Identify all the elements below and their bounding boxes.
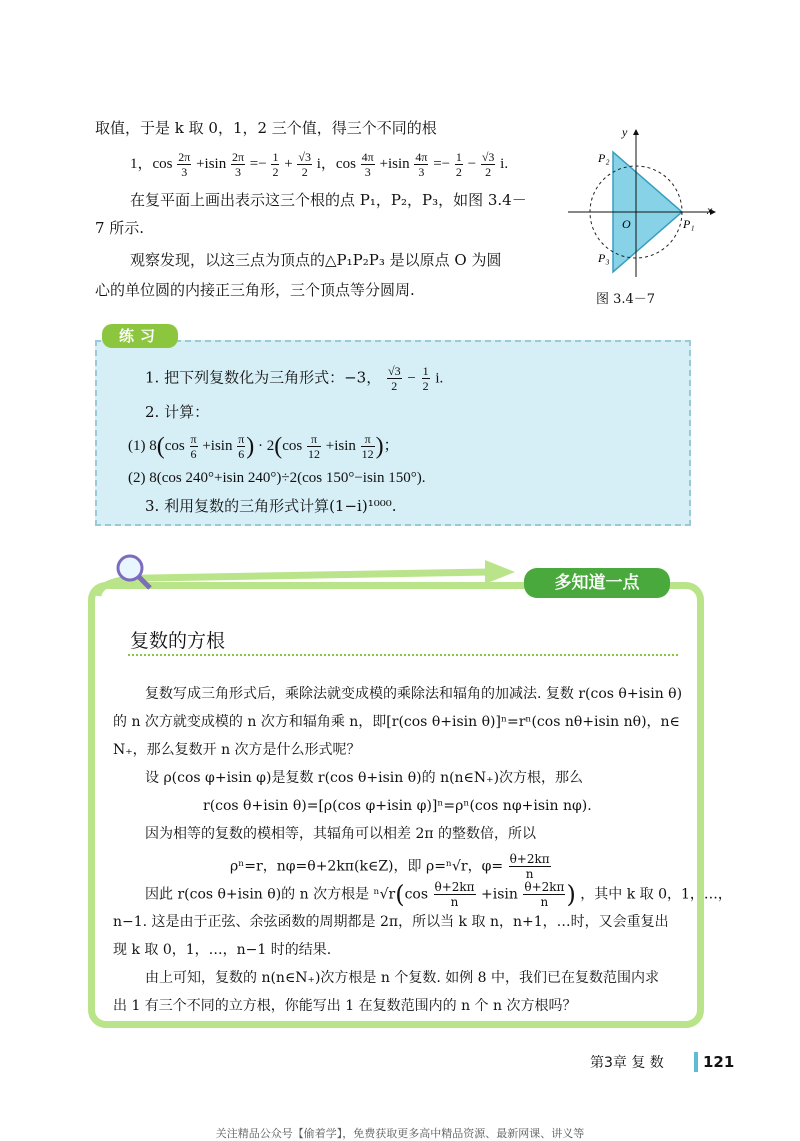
know-line: 现 k 取 0，1，…，n−1 时的结果. <box>113 942 332 958</box>
know-line: r(cos θ+isin θ)=[ρ(cos φ+isin φ)]ⁿ=ρⁿ(cos nφ+isin nφ). <box>203 798 592 814</box>
know-line: 复数写成三角形式后，乘除法就变成模的乘除法和辐角的加减法. 复数 r(cos θ+isin θ) <box>145 686 683 702</box>
practice-q2: 2. 计算： <box>145 403 210 421</box>
text-line: 取值，于是 k 取 0，1，2 三个值，得三个不同的根 <box>95 119 437 137</box>
p2-label: P₂ <box>598 151 610 165</box>
text-line: 观察发现，以这三点为顶点的△P₁P₂P₃ 是以原点 O 为圆 <box>130 251 502 269</box>
know-line: n−1. 这是由于正弦、余弦函数的周期都是 2π，所以当 k 取 n，n+1，…时，又会重复出 <box>113 914 669 930</box>
text-line: 心的单位圆的内接正三角形，三个顶点等分圆周. <box>95 281 415 299</box>
magnifier-arrow-decoration <box>90 548 530 598</box>
know-line: 出 1 有三个不同的立方根，你能写出 1 在复数范围内的 n 个 n 次方根吗？ <box>113 998 577 1014</box>
practice-q1: 1. 把下列复数化为三角形式：−3， $\frac{√3}{2}$ − $\frac{1}{2}$ i. <box>145 364 444 393</box>
chapter-label: 第3章 复 数 <box>590 1055 664 1071</box>
know-line: 设 ρ(cos φ+isin φ)是复数 r(cos θ+isin θ)的 n(n∈N₊)次方根，那么 <box>145 770 584 786</box>
know-more-banner: 多知道一点 <box>524 568 670 598</box>
y-label: y <box>622 125 628 139</box>
know-line: 由上可知，复数的 n(n∈N₊)次方根是 n 个复数. 如例 8 中，我们已在复数范围内求 <box>145 970 660 986</box>
arrow-head <box>485 560 515 584</box>
magnifier-icon <box>118 556 142 580</box>
know-line: 因为相等的复数的模相等，其辐角可以相差 2π 的整数倍，所以 <box>145 826 537 842</box>
x-label: x <box>707 203 713 217</box>
page-number-bar <box>694 1052 698 1072</box>
text-line: 在复平面上画出表示这三个根的点 P₁，P₂，P₃，如图 3.4－ <box>130 191 527 209</box>
figure-caption: 图 3.4－7 <box>596 292 656 307</box>
roots-formula: 1，cos $\frac{2\pi}{3}$ +isin $\frac{2\pi}{3}$ =− $\frac{1}{2}$ + $\frac{√3}{2}$ i，cos $\frac{4\pi}{3}$ +isin $\frac{4\pi}{3}$ =− $\frac{1}{2}$ − $\frac{√3}{2}$ i. <box>130 150 509 179</box>
p3-label: P₃ <box>598 251 610 265</box>
know-formula-roots: 因此 r(cos θ+isin θ)的 n 次方根是 ⁿ√r(cos $\frac{\theta+2k\pi}{n}$ +isin $\frac{\theta+2k\pi}{n}$ ) ，其中 k 取 0，1，…， <box>145 880 732 909</box>
dotted-divider <box>128 654 678 656</box>
origin-label: O <box>622 217 631 231</box>
footer-note: 关注精品公众号【偷着学】，免费获取更多高中精品资源、最新网课、讲义等 <box>215 1127 585 1140</box>
p1-label: P₁ <box>683 217 695 231</box>
arrow-swoosh <box>98 572 490 596</box>
section-title: 复数的方根 <box>130 630 226 652</box>
practice-q3: 3. 利用复数的三角形式计算(1−i)¹⁰⁰⁰. <box>145 497 397 515</box>
practice-tag: 练习 <box>102 324 178 348</box>
know-line: 的 n 次方就变成模的 n 次方和辐角乘 n，即[r(cos θ+isin θ)]ⁿ=rⁿ(cos nθ+isin nθ)，n∈ <box>113 714 680 730</box>
practice-q2-2: (2) 8(cos 240°+isin 240°)÷2(cos 150°−isin 150°). <box>128 470 426 486</box>
unit-circle-figure <box>560 122 730 282</box>
know-line: N₊，那么复数开 n 次方是什么形式呢？ <box>113 742 361 758</box>
page-number: 121 <box>703 1053 735 1071</box>
practice-q2-1: (1) 8(cos $\frac{\pi}{6}$ +isin $\frac{\pi}{6}$ ) · 2(cos $\frac{\pi}{12}$ +isin $\frac{\pi}{12}$ )； <box>128 432 399 461</box>
text-line: 7 所示. <box>95 219 145 237</box>
know-formula: ρⁿ=r，nφ=θ+2kπ(k∈Z)，即 ρ=ⁿ√r，φ= $\frac{\theta+2k\pi}{n}$ <box>230 852 550 881</box>
